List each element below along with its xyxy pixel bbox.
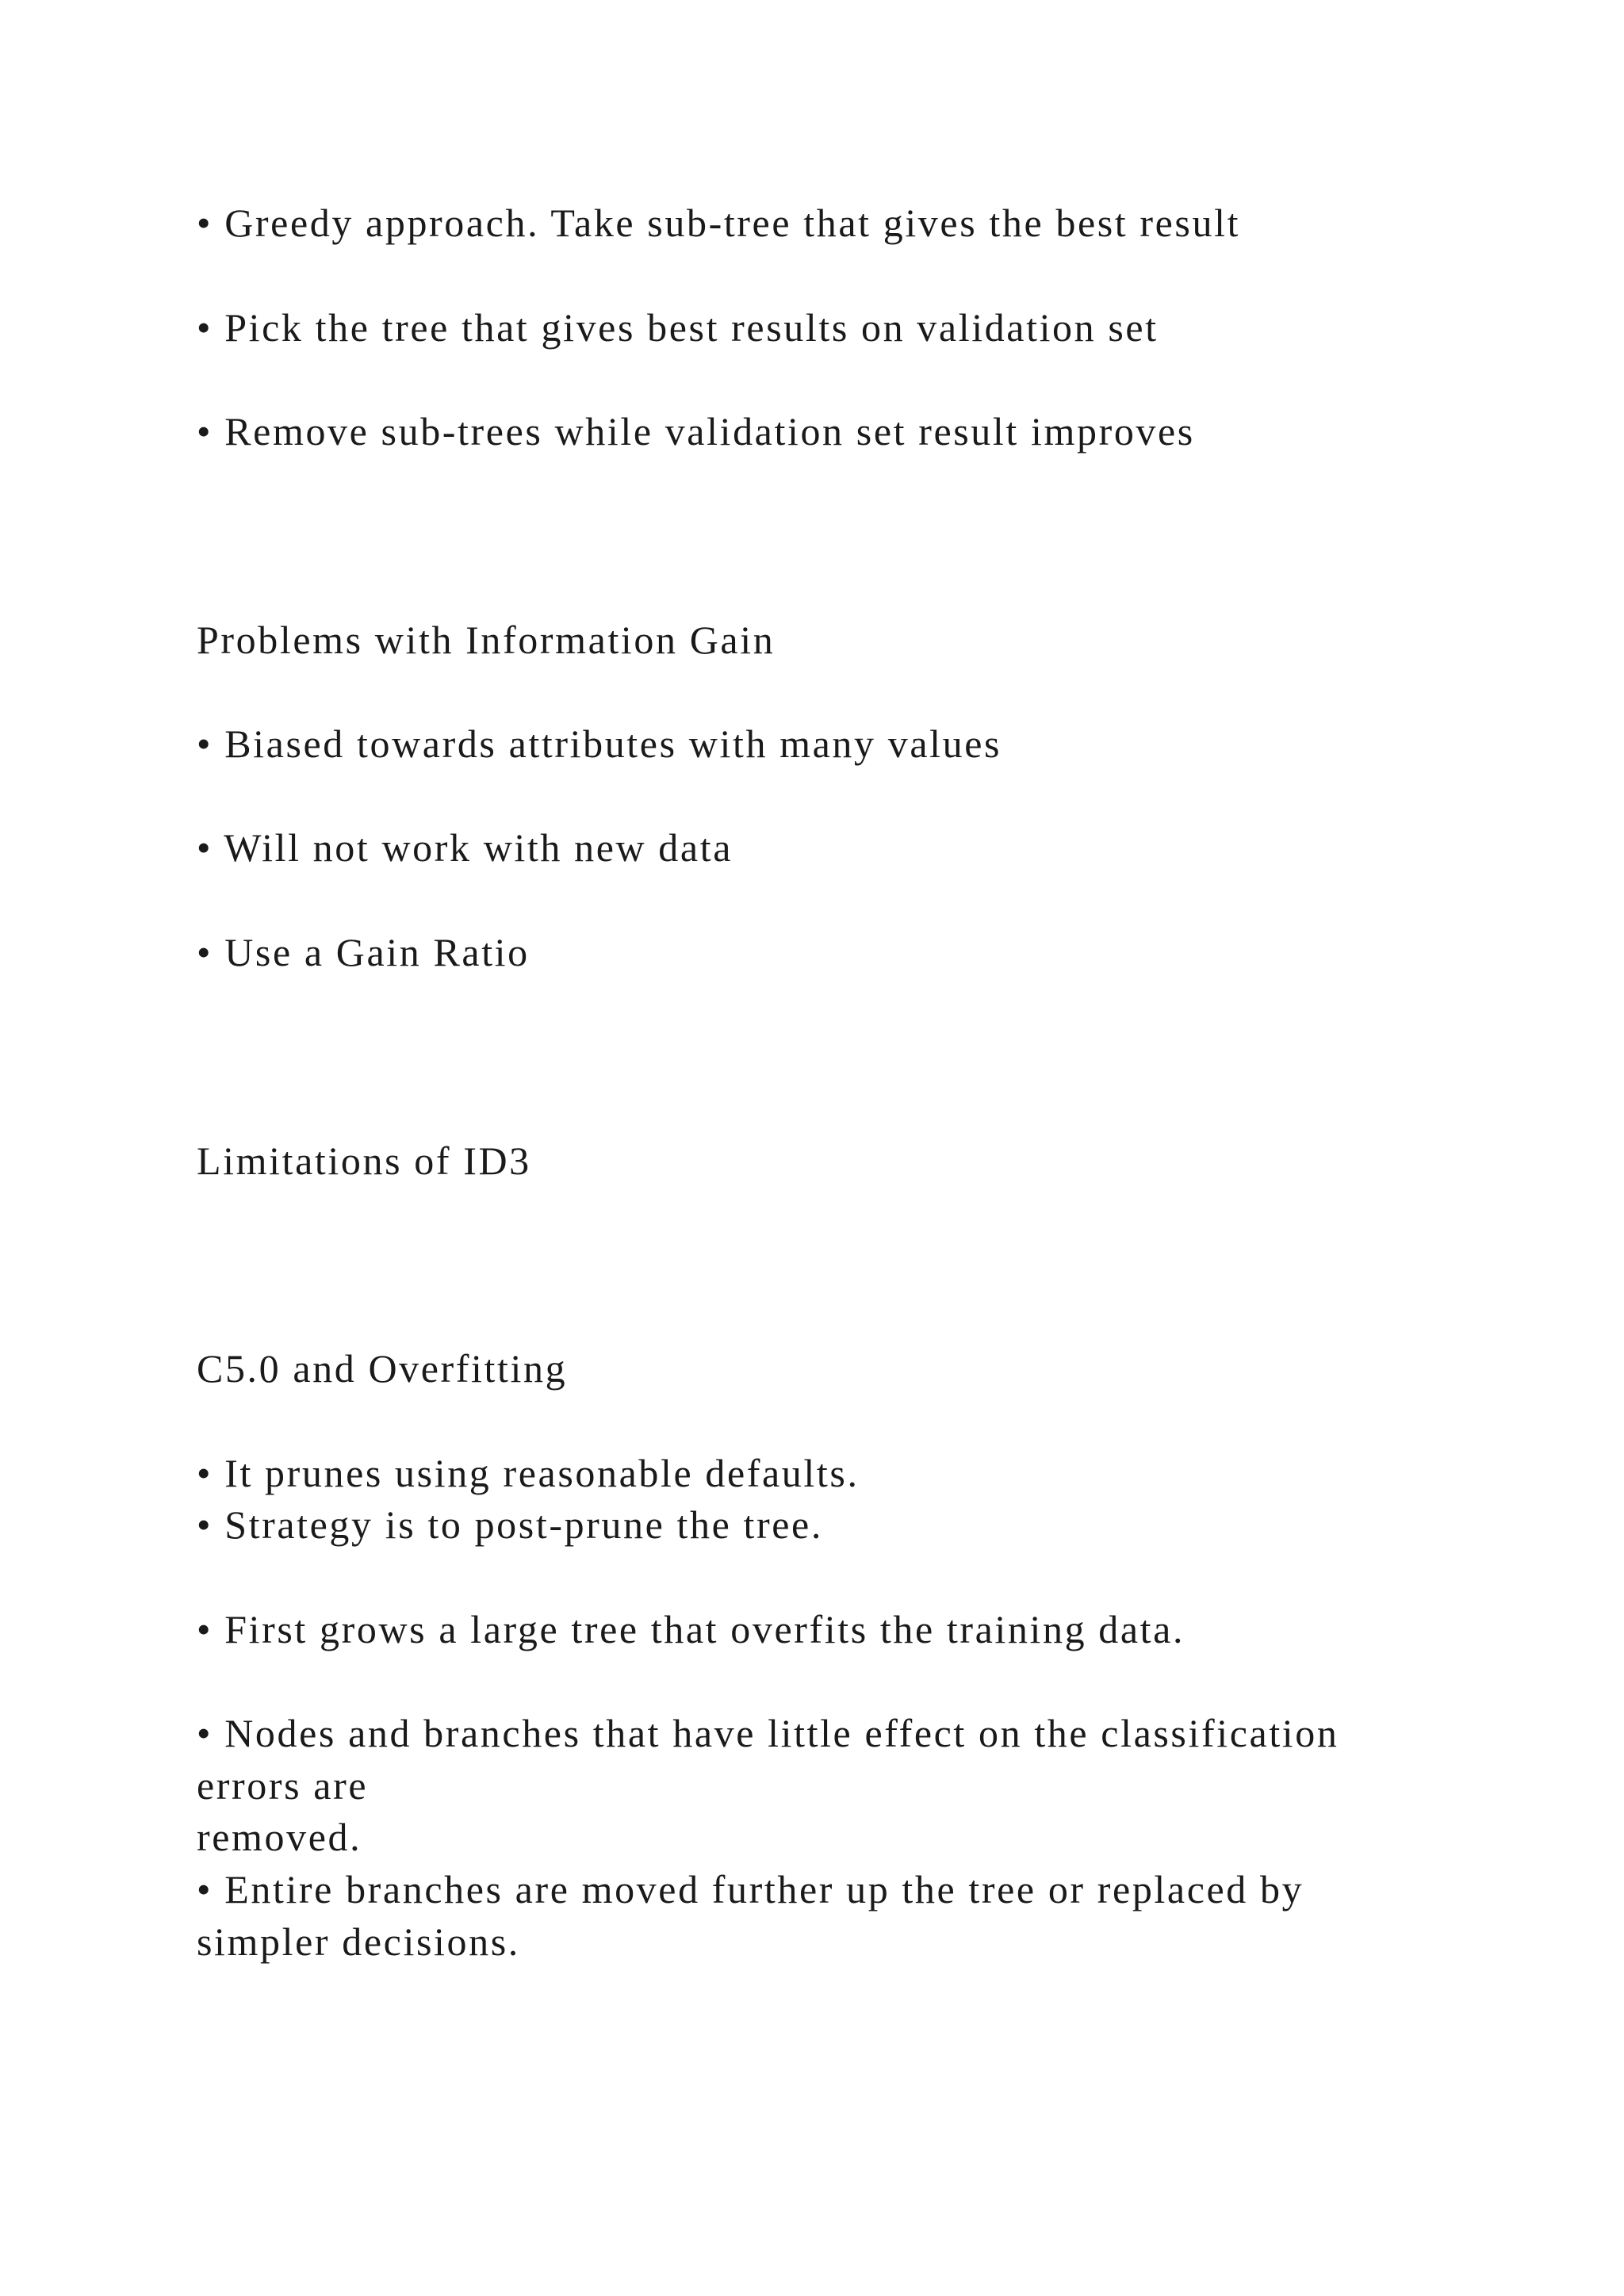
id3-heading: Limitations of ID3 [197,1138,531,1183]
c50-heading: C5.0 and Overfitting [197,1346,568,1391]
info-gain-bullet-new-data: • Will not work with new data [197,825,733,870]
pruning-bullet-greedy: • Greedy approach. Take sub-tree that gives the best result [197,201,1241,245]
info-gain-bullet-biased: • Biased towards attributes with many values [197,721,1002,766]
c50-line-strategy: • Strategy is to post-prune the tree. [197,1502,823,1547]
c50-line-simpler: simpler decisions. [197,1919,520,1964]
c50-line-removed: removed. [197,1815,362,1859]
c50-line-nodes: • Nodes and branches that have little effect on the classification [197,1711,1339,1755]
c50-line-prunes: • It prunes using reasonable defaults. [197,1451,860,1495]
pruning-bullet-pick-tree: • Pick the tree that gives best results on validation set [197,305,1159,350]
c50-line-entire-branches: • Entire branches are moved further up the tree or replaced by [197,1867,1304,1911]
info-gain-heading: Problems with Information Gain [197,618,776,662]
pruning-bullet-remove-subtrees: • Remove sub-trees while validation set result improves [197,409,1195,453]
c50-line-grows: • First grows a large tree that overfits the training data. [197,1607,1185,1651]
info-gain-bullet-gain-ratio: • Use a Gain Ratio [197,930,530,974]
c50-line-errors: errors are [197,1763,369,1808]
